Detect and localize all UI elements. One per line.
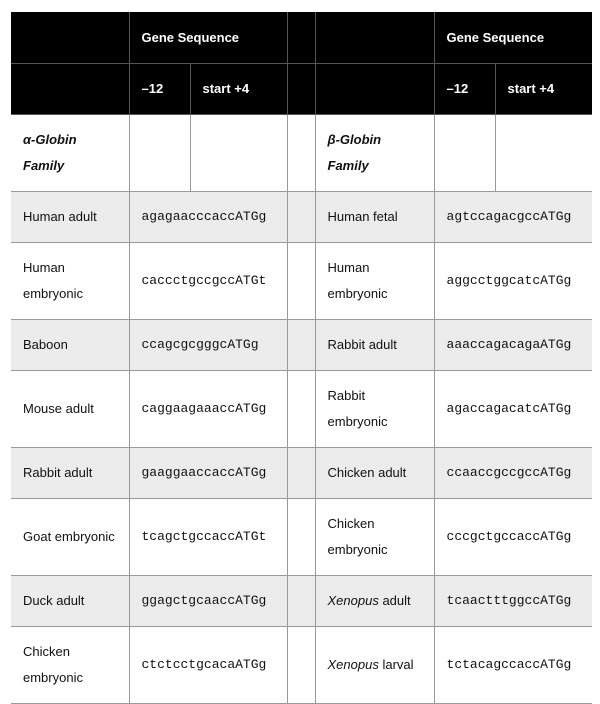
alpha-sequence: caccctgccgccATGt bbox=[129, 243, 287, 320]
beta-sequence: ccaaccgccgccATGg bbox=[434, 448, 592, 499]
alpha-sequence: ggagctgcaaccATGg bbox=[129, 576, 287, 627]
beta-species-label bbox=[315, 576, 434, 627]
spacer-cell bbox=[287, 627, 315, 704]
alpha-species-label: Goat embryonic bbox=[11, 499, 129, 576]
beta-sequence: agaccagacatcATGg bbox=[434, 371, 592, 448]
header-empty-cell bbox=[315, 12, 434, 64]
alpha-species-label: Duck adult bbox=[11, 576, 129, 627]
alpha-start-header: start +4 bbox=[190, 64, 287, 115]
spacer-cell bbox=[287, 115, 315, 192]
spacer-cell bbox=[287, 243, 315, 320]
table-row bbox=[11, 499, 592, 576]
alpha-sequence: gaaggaaccaccATGg bbox=[129, 448, 287, 499]
empty-cell bbox=[129, 115, 190, 192]
beta-sequence: cccgctgccaccATGg bbox=[434, 499, 592, 576]
alpha-sequence: ccagcgcgggcATGg bbox=[129, 320, 287, 371]
alpha-species-label: Mouse adult bbox=[11, 371, 129, 448]
header-row-1 bbox=[11, 12, 592, 64]
beta-species-label: Chicken embryonic bbox=[315, 499, 434, 576]
spacer-cell bbox=[287, 371, 315, 448]
spacer-cell bbox=[287, 12, 315, 64]
empty-cell bbox=[434, 115, 495, 192]
alpha-minus12-header: –12 bbox=[129, 64, 190, 115]
alpha-family-line1: α-Globin bbox=[23, 132, 77, 147]
beta-sequence: tctacagccaccATGg bbox=[434, 627, 592, 704]
beta-start-header: start +4 bbox=[495, 64, 592, 115]
beta-species-label bbox=[315, 627, 434, 704]
spacer-cell bbox=[287, 64, 315, 115]
alpha-species-label: Chicken embryonic bbox=[11, 627, 129, 704]
table-row bbox=[11, 576, 592, 627]
alpha-species-label: Human embryonic bbox=[11, 243, 129, 320]
alpha-sequence: tcagctgccaccATGt bbox=[129, 499, 287, 576]
alpha-species-label: Baboon bbox=[11, 320, 129, 371]
alpha-species-label: Human adult bbox=[11, 192, 129, 243]
table-row bbox=[11, 243, 592, 320]
alpha-family-line2: Family bbox=[23, 158, 65, 173]
spacer-cell bbox=[287, 320, 315, 371]
header-row-2 bbox=[11, 64, 592, 115]
alpha-sequence: agagaacccaccATGg bbox=[129, 192, 287, 243]
table-row bbox=[11, 627, 592, 704]
table-row bbox=[11, 192, 592, 243]
beta-species-genus: Xenopus bbox=[327, 657, 379, 672]
beta-species-genus: Xenopus bbox=[327, 593, 379, 608]
beta-species-label: Rabbit adult bbox=[315, 320, 434, 371]
beta-species-label: Human embryonic bbox=[315, 243, 434, 320]
header-empty-cell bbox=[11, 12, 129, 64]
beta-sequence: aggcctggcatcATGg bbox=[434, 243, 592, 320]
beta-family-line1: β-Globin bbox=[327, 132, 382, 147]
spacer-cell bbox=[287, 576, 315, 627]
empty-cell bbox=[190, 115, 287, 192]
spacer-cell bbox=[287, 448, 315, 499]
beta-species-stage: larval bbox=[378, 657, 414, 672]
family-row bbox=[11, 115, 592, 192]
alpha-gene-sequence-header: Gene Sequence bbox=[129, 12, 287, 64]
beta-family-line2: Family bbox=[327, 158, 369, 173]
header-empty-cell bbox=[315, 64, 434, 115]
beta-species-label: Chicken adult bbox=[315, 448, 434, 499]
alpha-sequence: ctctcctgcacaATGg bbox=[129, 627, 287, 704]
beta-species-stage: adult bbox=[378, 593, 411, 608]
header-empty-cell bbox=[11, 64, 129, 115]
spacer-cell bbox=[287, 499, 315, 576]
beta-species-label: Human fetal bbox=[315, 192, 434, 243]
gene-sequence-table bbox=[11, 12, 592, 704]
beta-sequence: aaaccagacagaATGg bbox=[434, 320, 592, 371]
beta-sequence: tcaactttggccATGg bbox=[434, 576, 592, 627]
table-row bbox=[11, 320, 592, 371]
alpha-species-label: Rabbit adult bbox=[11, 448, 129, 499]
beta-family-label bbox=[315, 115, 434, 192]
alpha-family-label bbox=[11, 115, 129, 192]
beta-species-label: Rabbit embryonic bbox=[315, 371, 434, 448]
table-row bbox=[11, 371, 592, 448]
empty-cell bbox=[495, 115, 592, 192]
table-row bbox=[11, 448, 592, 499]
beta-sequence: agtccagacgccATGg bbox=[434, 192, 592, 243]
beta-gene-sequence-header: Gene Sequence bbox=[434, 12, 592, 64]
spacer-cell bbox=[287, 192, 315, 243]
alpha-sequence: caggaagaaaccATGg bbox=[129, 371, 287, 448]
beta-minus12-header: –12 bbox=[434, 64, 495, 115]
